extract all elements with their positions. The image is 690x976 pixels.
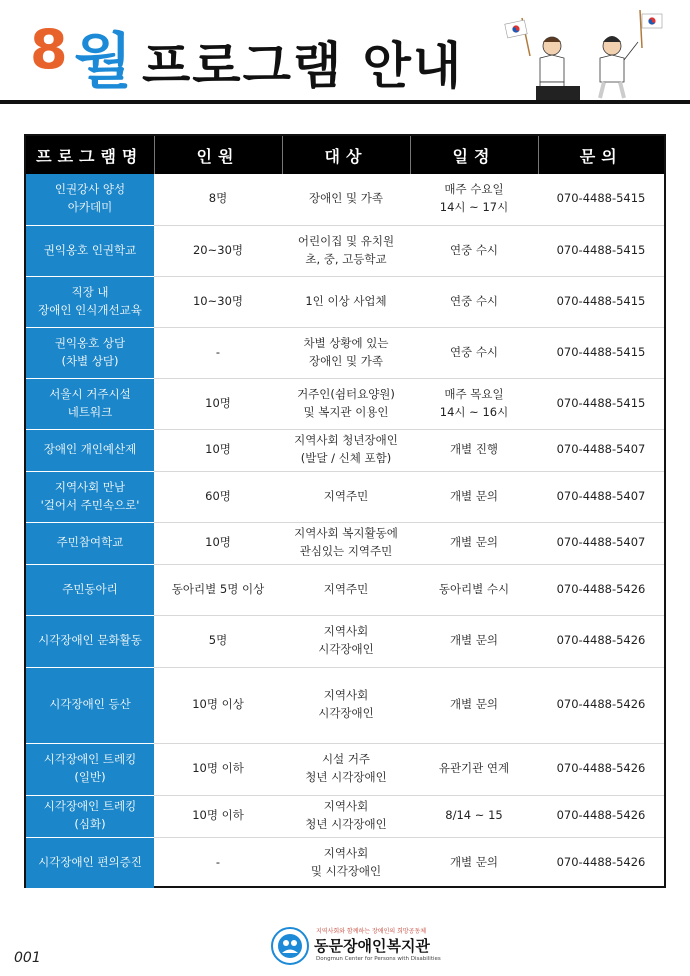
program-name-cell: 직장 내 장애인 인식개선교육 xyxy=(26,276,154,327)
target-cell: 지역사회 청년 시각장애인 xyxy=(282,795,410,837)
people-cell: 8명 xyxy=(154,174,282,225)
table-row xyxy=(26,429,664,471)
contact-cell: 070-4488-5407 xyxy=(538,522,664,564)
table-row xyxy=(26,378,664,429)
target-cell: 차별 상황에 있는 장애인 및 가족 xyxy=(282,327,410,378)
target-cell: 1인 이상 사업체 xyxy=(282,276,410,327)
program-table-container xyxy=(24,134,666,888)
program-name-cell: 시각장애인 등산 xyxy=(26,667,154,743)
people-cell: 10명 이하 xyxy=(154,795,282,837)
contact-cell: 070-4488-5415 xyxy=(538,174,664,225)
column-header-schedule: 일정 xyxy=(410,136,538,174)
program-table xyxy=(26,136,664,888)
program-name-cell: 시각장애인 문화활동 xyxy=(26,615,154,667)
contact-cell: 070-4488-5426 xyxy=(538,615,664,667)
taegukgi-flag-icon xyxy=(640,10,662,48)
people-cell: 60명 xyxy=(154,471,282,522)
people-cell: 10명 이상 xyxy=(154,667,282,743)
title-month-label: 월 xyxy=(74,27,132,97)
table-row xyxy=(26,795,664,837)
organization-logo xyxy=(270,926,440,968)
contact-cell: 070-4488-5426 xyxy=(538,564,664,615)
schedule-cell: 매주 목요일 14시 ~ 16시 xyxy=(410,378,538,429)
target-cell: 지역주민 xyxy=(282,564,410,615)
table-row xyxy=(26,471,664,522)
table-row xyxy=(26,327,664,378)
table-row xyxy=(26,522,664,564)
organization-tagline: 지역사회와 함께하는 장애인의 희망공동체 xyxy=(316,928,427,935)
people-cell: 10명 xyxy=(154,378,282,429)
target-cell: 지역사회 청년장애인 (발달 / 신체 포함) xyxy=(282,429,410,471)
schedule-cell: 개별 문의 xyxy=(410,471,538,522)
table-row xyxy=(26,743,664,795)
program-name-cell: 시각장애인 트레킹 (심화) xyxy=(26,795,154,837)
target-cell: 지역사회 복지활동에 관심있는 지역주민 xyxy=(282,522,410,564)
schedule-cell: 연중 수시 xyxy=(410,276,538,327)
target-cell: 지역사회 시각장애인 xyxy=(282,615,410,667)
contact-cell: 070-4488-5415 xyxy=(538,378,664,429)
people-cell: 20~30명 xyxy=(154,225,282,276)
program-name-cell: 권익옹호 인권학교 xyxy=(26,225,154,276)
table-row xyxy=(26,276,664,327)
title-month-number: 8 xyxy=(30,18,68,81)
page-title: 프로그램 안내 xyxy=(142,37,464,95)
table-row xyxy=(26,174,664,225)
program-name-cell: 시각장애인 편의증진 xyxy=(26,837,154,888)
people-cell: 동아리별 5명 이상 xyxy=(154,564,282,615)
contact-cell: 070-4488-5426 xyxy=(556,854,646,869)
table-row xyxy=(26,837,664,888)
program-name-cell: 장애인 개인예산제 xyxy=(26,429,154,471)
contact-cell: 070-4488-5426 xyxy=(538,667,664,743)
page-number: 001 xyxy=(14,950,41,966)
table-row xyxy=(26,225,664,276)
schedule-cell: 개별 문의 xyxy=(410,667,538,743)
organization-name: 동문장애인복지관 xyxy=(314,937,430,955)
schedule-cell: 동아리별 수시 xyxy=(410,564,538,615)
schedule-cell: 연중 수시 xyxy=(410,225,538,276)
contact-cell: 070-4488-5407 xyxy=(538,471,664,522)
people-cell: 10명 이하 xyxy=(154,743,282,795)
organization-name-english: Dongmun Center for Persons with Disabilities xyxy=(316,956,441,962)
target-cell: 장애인 및 가족 xyxy=(282,174,410,225)
header-divider xyxy=(0,100,690,104)
table-row xyxy=(26,667,664,743)
target-cell: 거주인(쉼터요양원) 및 복지관 이용인 xyxy=(282,378,410,429)
target-cell: 시설 거주 청년 시각장애인 xyxy=(282,743,410,795)
people-cell: 10명 xyxy=(154,522,282,564)
taegukgi-flag-icon xyxy=(505,18,530,56)
contact-cell: 070-4488-5407 xyxy=(538,429,664,471)
organization-emblem-icon xyxy=(270,926,310,966)
program-name-cell: 지역사회 만남 '걸어서 주민속으로' xyxy=(26,471,154,522)
schedule-cell: 개별 문의 xyxy=(410,522,538,564)
schedule-cell: 유관기관 연계 xyxy=(410,743,538,795)
person-waving-flag-icon xyxy=(600,36,638,98)
program-name-cell: 권익옹호 상담 (차별 상담) xyxy=(26,327,154,378)
table-row xyxy=(26,615,664,667)
program-name-cell: 인권강사 양성 아카데미 xyxy=(26,174,154,225)
target-cell: 어린이집 및 유치원 초, 중, 고등학교 xyxy=(282,225,410,276)
people-with-flags-illustration xyxy=(500,8,680,100)
people-cell: 10~30명 xyxy=(154,276,282,327)
column-header-target: 대상 xyxy=(282,136,410,174)
contact-cell: 070-4488-5415 xyxy=(538,327,664,378)
column-header-people: 인원 xyxy=(154,136,282,174)
program-name-cell: 주민참여학교 xyxy=(26,522,154,564)
schedule-cell: 개별 문의 xyxy=(410,615,538,667)
people-cell: 10명 xyxy=(154,429,282,471)
target-cell: 지역사회 시각장애인 xyxy=(282,667,410,743)
contact-cell: 070-4488-5415 xyxy=(538,225,664,276)
column-header-program: 프로그램명 xyxy=(26,136,154,174)
schedule-cell: 매주 수요일 14시 ~ 17시 xyxy=(410,174,538,225)
schedule-cell: 연중 수시 xyxy=(410,327,538,378)
program-name-cell: 서울시 거주시설 네트워크 xyxy=(26,378,154,429)
program-name-cell: 시각장애인 트레킹 (일반) xyxy=(26,743,154,795)
contact-cell: 070-4488-5426 xyxy=(538,743,664,795)
contact-cell: 070-4488-5415 xyxy=(538,276,664,327)
people-cell: - xyxy=(154,327,282,378)
page-header xyxy=(0,0,690,105)
table-row xyxy=(26,564,664,615)
schedule-cell: 8/14 ~ 15 xyxy=(410,795,538,837)
schedule-cell: 개별 진행 xyxy=(410,429,538,471)
table-header-row xyxy=(26,136,664,174)
people-cell: 5명 xyxy=(154,615,282,667)
column-header-contact: 문의 xyxy=(538,136,664,174)
target-cell: 지역주민 xyxy=(282,471,410,522)
schedule-cell: 개별 문의 xyxy=(449,854,499,869)
target-cell: 지역사회 및 시각장애인 xyxy=(310,845,382,878)
program-name-cell: 주민동아리 xyxy=(26,564,154,615)
contact-cell: 070-4488-5426 xyxy=(538,795,664,837)
people-cell: - xyxy=(215,854,221,869)
